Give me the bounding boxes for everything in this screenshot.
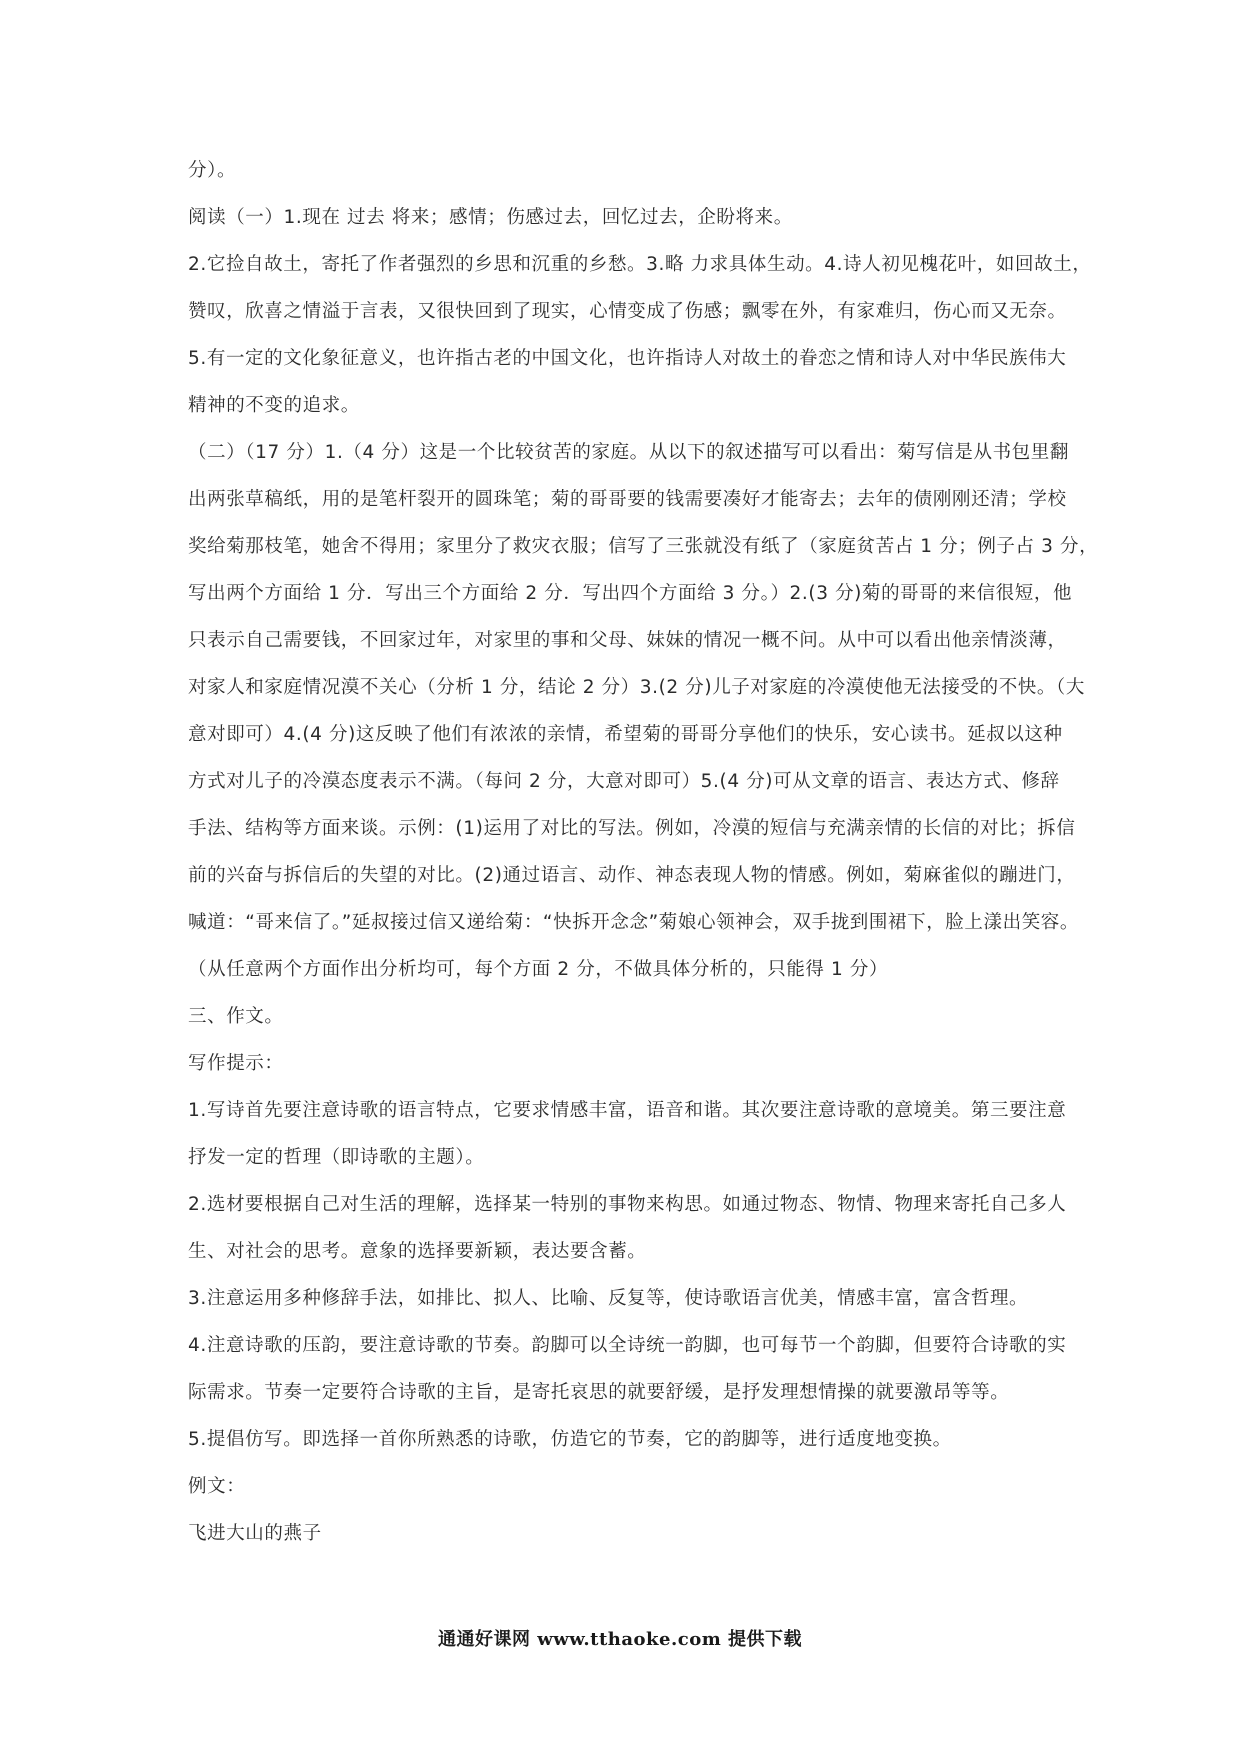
text-line: 2.它捡自故土，寄托了作者强烈的乡思和沉重的乡愁。3.略 力求具体生动。4.诗人初见槐花叶，如回故土， bbox=[188, 254, 1092, 275]
text-line: 际需求。节奏一定要符合诗歌的主旨，是寄托哀思的就要舒缓，是抒发理想情操的就要激昂等等。 bbox=[188, 1382, 1010, 1403]
text-line: （二）（17 分）1.（4 分）这是一个比较贫苦的家庭。从以下的叙述描写可以看出：菊写信是从书包里翻 bbox=[188, 442, 1069, 463]
text-line: （从任意两个方面作出分析均可，每个方面 2 分，不做具体分析的，只能得 1 分） bbox=[188, 959, 889, 980]
text-line: 对家人和家庭情况漠不关心（分析 1 分，结论 2 分）3.(2 分)儿子对家庭的冷漠使他无法接受的不快。（大 bbox=[188, 677, 1085, 698]
text-line: 分）。 bbox=[188, 160, 237, 181]
text-line: 喊道：“哥来信了。”延叔接过信又递给菊：“快拆开念念”菊娘心领神会，双手拢到围裙下，脸上漾出笑容。 bbox=[188, 912, 1079, 933]
text-line: 出两张草稿纸，用的是笔杆裂开的圆珠笔；菊的哥哥要的钱需要凑好才能寄去；去年的债刚刚还清；学校 bbox=[188, 489, 1067, 510]
text-line: 只表示自己需要钱，不回家过年，对家里的事和父母、妹妹的情况一概不问。从中可以看出他亲情淡薄， bbox=[188, 630, 1067, 651]
text-line: 2.选材要根据自己对生活的理解，选择某一特别的事物来构思。如通过物态、物情、物理来寄托自己多人 bbox=[188, 1194, 1067, 1215]
page-footer: 通通好课网 www.tthaoke.com 提供下载 bbox=[437, 1629, 803, 1650]
text-line: 3.注意运用多种修辞手法，如排比、拟人、比喻、反复等，使诗歌语言优美，情感丰富，富含哲理。 bbox=[188, 1288, 1029, 1309]
text-line: 生、对社会的思考。意象的选择要新颖，表达要含蓄。 bbox=[188, 1241, 647, 1262]
text-line: 5.提倡仿写。即选择一首你所熟悉的诗歌，仿造它的节奏，它的韵脚等，进行适度地变换。 bbox=[188, 1429, 952, 1450]
text-line: 赞叹，欣喜之情溢于言表，又很快回到了现实，心情变成了伤感；飘零在外，有家难归，伤心而又无奈。 bbox=[188, 301, 1067, 322]
text-line: 前的兴奋与拆信后的失望的对比。(2)通过语言、动作、神态表现人物的情感。例如，菊麻雀似的蹦进门， bbox=[188, 865, 1076, 886]
text-line: 例文： bbox=[188, 1476, 246, 1497]
text-line: 写出两个方面给 1 分．写出三个方面给 2 分．写出四个方面给 3 分。）2.(3 分)菊的哥哥的来信很短，他 bbox=[188, 583, 1073, 604]
text-line: 意对即可）4.(4 分)这反映了他们有浓浓的亲情，希望菊的哥哥分享他们的快乐，安心读书。延叔以这种 bbox=[188, 724, 1063, 745]
section-heading: 三、作文。 bbox=[188, 1006, 284, 1027]
text-line: 精神的不变的追求。 bbox=[188, 395, 360, 416]
text-line: 奖给菊那枝笔，她舍不得用；家里分了救灾衣服；信写了三张就没有纸了（家庭贫苦占 1 分；例子占 3 分， bbox=[188, 536, 1099, 557]
text-line: 4.注意诗歌的压韵，要注意诗歌的节奏。韵脚可以全诗统一韵脚，也可每节一个韵脚，但要符合诗歌的实 bbox=[188, 1335, 1067, 1356]
text-line: 1.写诗首先要注意诗歌的语言特点，它要求情感丰富，语音和谐。其次要注意诗歌的意境美。第三要注意 bbox=[188, 1100, 1067, 1121]
text-line: 抒发一定的哲理（即诗歌的主题）。 bbox=[188, 1147, 485, 1168]
text-line: 写作提示： bbox=[188, 1053, 284, 1074]
text-line: 手法、结构等方面来谈。示例：(1)运用了对比的写法。例如，冷漠的短信与充满亲情的长信的对比；拆信 bbox=[188, 818, 1076, 839]
text-line: 5.有一定的文化象征意义，也许指古老的中国文化，也许指诗人对故土的眷恋之情和诗人对中华民族伟大 bbox=[188, 348, 1067, 369]
example-title: 飞进大山的燕子 bbox=[188, 1523, 322, 1544]
text-line: 方式对儿子的冷漠态度表示不满。（每问 2 分，大意对即可）5.(4 分)可从文章的语言、表达方式、修辞 bbox=[188, 771, 1060, 792]
text-line: 阅读（一）1.现在 过去 将来；感情；伤感过去，回忆过去，企盼将来。 bbox=[188, 207, 793, 228]
document-body bbox=[188, 157, 1099, 1567]
